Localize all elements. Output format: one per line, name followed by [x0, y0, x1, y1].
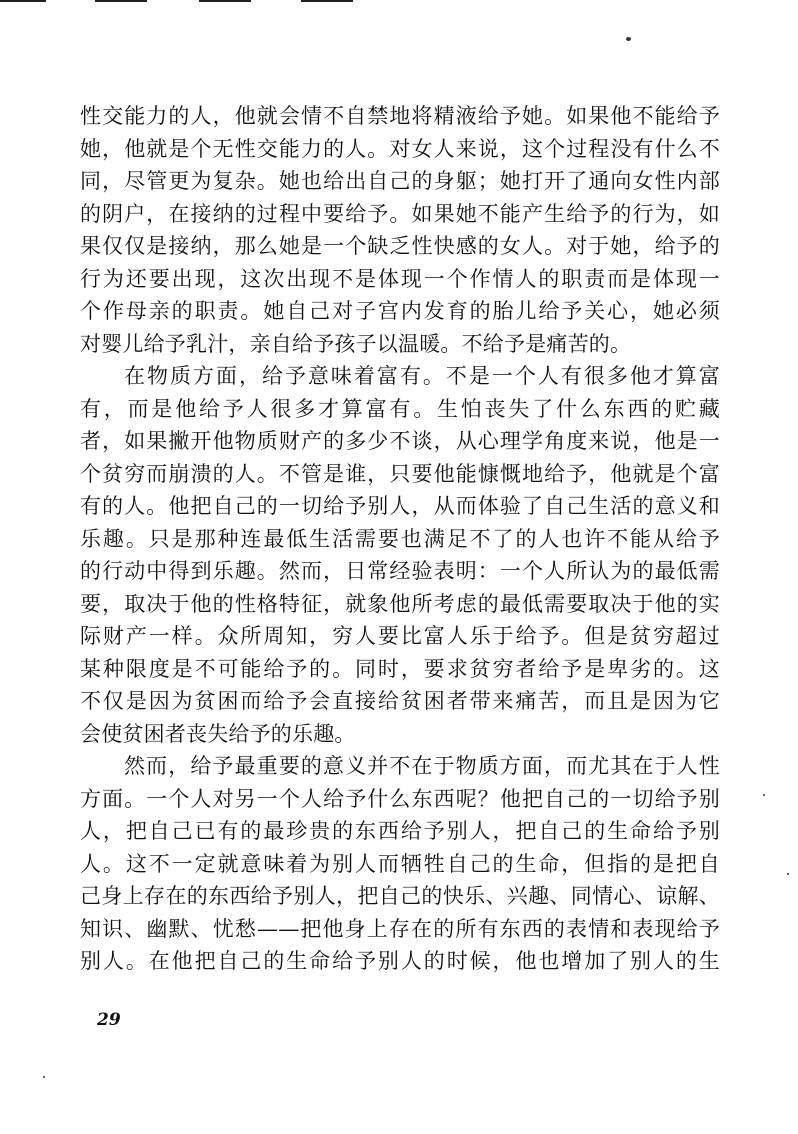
- text-line: 乐趣。只是那种连最低生活需要也满足不了的人也许不能从给予: [80, 526, 720, 551]
- scan-speck: [43, 1076, 45, 1078]
- text-line: 同，尽管更为复杂。她也给出自己的身躯；她打开了通向女性内部: [80, 169, 720, 193]
- top-rule-1: [0, 0, 46, 2]
- top-rule-3: [199, 0, 251, 2]
- text-line: 有，而是他给予人很多才算富有。生怕丧失了什么东西的贮藏: [80, 396, 720, 421]
- text-line: 的阴户，在接纳的过程中要给予。如果她不能产生给予的行为，如: [80, 201, 720, 226]
- text-line: 际财产一样。众所周知，穷人要比富人乐于给予。但是贫穷超过: [80, 624, 720, 648]
- text-line: 然而，给予最重要的意义并不在于物质方面，而尤其在于人性: [124, 754, 720, 778]
- text-line: 对婴儿给予乳汁，亲自给予孩子以温暖。不给予是痛苦的。: [80, 331, 632, 356]
- text-line: 个贫穷而崩溃的人。不管是谁，只要他能慷慨地给予，他就是个富: [80, 461, 720, 486]
- scan-speck: [787, 873, 789, 875]
- top-rule-2: [95, 0, 147, 2]
- text-line: 不仅是因为贫困而给予会直接给贫困者带来痛苦，而且是因为它: [80, 689, 720, 713]
- text-line: 己身上存在的东西给予别人，把自己的快乐、兴趣、同情心、谅解、: [80, 884, 720, 908]
- text-line: 要，取决于他的性格特征，就象他所考虑的最低需要取决于他的实: [80, 591, 720, 616]
- text-line: 会使贫困者丧失给予的乐趣。: [80, 721, 356, 746]
- text-line: 人，把自己已有的最珍贵的东西给予别人，把自己的生命给予别: [80, 819, 720, 843]
- text-line: 的行动中得到乐趣。然而，日常经验表明：一个人所认为的最低需: [80, 559, 720, 583]
- page-number: 29: [97, 1010, 121, 1030]
- text-line: 别人。在他把自己的生命给予别人的时候，他也增加了别人的生: [80, 949, 720, 973]
- text-line: 性交能力的人，他就会情不自禁地将精液给予她。如果他不能给予: [80, 104, 720, 128]
- text-line: 在物质方面，给予意味着富有。不是一个人有很多他才算富: [124, 364, 720, 388]
- text-line: 知识、幽默、忧愁——把他身上存在的所有东西的表情和表现给予: [80, 916, 720, 941]
- text-line: 者，如果撇开他物质财产的多少不谈，从心理学角度来说，他是一: [80, 429, 720, 453]
- text-line: 某种限度是不可能给予的。同时，要求贫穷者给予是卑劣的。这: [80, 656, 720, 681]
- paragraph: [80, 100, 720, 360]
- text-line: 人。这不一定就意味着为别人而牺牲自己的生命，但指的是把自: [80, 851, 720, 876]
- text-line: 行为还要出现，这次出现不是体现一个作情人的职责而是体现一: [80, 266, 720, 291]
- text-line: 个作母亲的职责。她自己对子宫内发育的胎儿给予关心，她必须: [80, 299, 720, 323]
- text-line: 有的人。他把自己的一切给予别人，从而体验了自己生活的意义和: [80, 494, 720, 518]
- paragraph: [80, 360, 720, 750]
- body-text: [80, 100, 720, 978]
- text-line: 果仅仅是接纳，那么她是一个缺乏性快感的女人。对于她，给予的: [80, 234, 720, 258]
- text-line: 她，他就是个无性交能力的人。对女人来说，这个过程没有什么不: [80, 136, 720, 161]
- top-rule-4: [301, 0, 353, 2]
- paragraph: [80, 750, 720, 978]
- text-line: 方面。一个人对另一个人给予什么东西呢？他把自己的一切给予别: [80, 786, 720, 811]
- scan-speck: [626, 37, 631, 41]
- scan-speck: [763, 794, 765, 796]
